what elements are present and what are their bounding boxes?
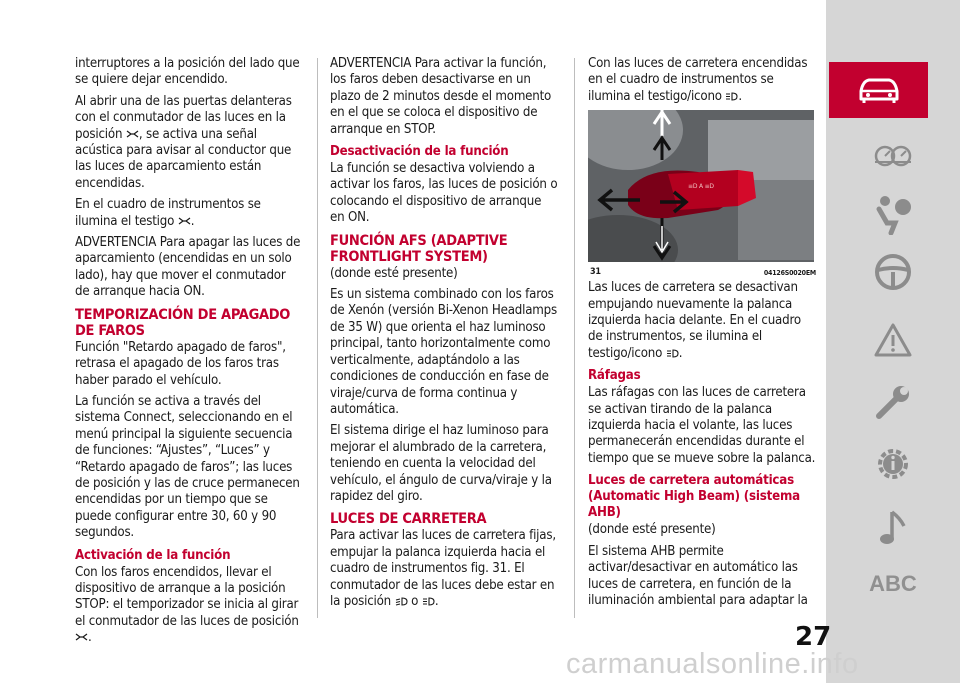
paragraph: El sistema AHB permite activar/desactivar en automático las luces de carretera, en función de la iluminación ambiental para adaptar la bbox=[588, 543, 808, 608]
paragraph: En el cuadro de instrumentos se ilumina el testigo . bbox=[75, 197, 261, 229]
paragraph: ADVERTENCIA Para activar la función, los faros deben desactivarse en un plazo de 2 minutos desde el momento en el que se coloca el dispositivo de arranque en STOP. bbox=[330, 56, 552, 137]
figure-code: 04126S0020EM bbox=[763, 269, 816, 278]
paragraph: Es un sistema combinado con los faros de Xenón (versión Bi-Xenon Headlamps de 35 W) que orienta el haz luminoso principal, tanto horizontalmente como verticalmente, adaptándolo a las condiciones de conducción en fase de viraje/curva de forma continua y automática. bbox=[330, 287, 557, 417]
text-column-2 bbox=[330, 56, 558, 615]
column-divider bbox=[317, 58, 318, 618]
high-beam-icon bbox=[666, 349, 679, 357]
paragraph: interruptores a la posición del lado que se quiere dejar encendido. bbox=[75, 56, 300, 88]
position-lights-icon bbox=[75, 633, 88, 641]
paragraph: Al abrir una de las puertas delanteras con el conmutador de las luces en la posición , se activa una señal acústica para avisar al conductor que las luces de aparcamiento están encendidas. bbox=[75, 93, 292, 191]
gear-info-icon[interactable] bbox=[826, 436, 960, 492]
paragraph: Las ráfagas con las luces de carretera se activan tirando de la palanca izquierda hacia el volante, las luces permanecerán encendidas durante el tiempo que se mueve sobre la palanca. bbox=[588, 385, 816, 466]
paragraph: Con los faros encendidos, llevar el dispositivo de arranque a la posición STOP: el temporizador se inicia al girar el conmutador de las luces de posición . bbox=[75, 564, 299, 646]
section-heading: TEMPORIZACIÓN DE APAGADO DE FAROS bbox=[75, 306, 291, 339]
subsection-heading: Luces de carretera automáticas (Automatic High Beam) (sistema AHB) bbox=[588, 473, 800, 521]
paragraph: Las luces de carretera se desactivan empujando nuevamente la palanca izquierda hacia delante. En el cuadro de instrumentos, se ilumina el testigo/icono . bbox=[588, 280, 801, 361]
figure-lever-photo bbox=[588, 110, 814, 262]
airbag-icon[interactable] bbox=[826, 186, 960, 242]
watermark: carmanualsonline.info bbox=[566, 648, 859, 680]
high-beam-icon bbox=[422, 597, 435, 605]
car-icon[interactable] bbox=[829, 62, 928, 118]
paragraph: Para activar las luces de carretera fijas, empujar la palanca izquierda hacia el cuadro de instrumentos fig. 31. El conmutador de las luces debe estar en la posición o . bbox=[330, 528, 556, 609]
page-number: 27 bbox=[795, 622, 832, 652]
high-beam-icon bbox=[725, 92, 738, 100]
paragraph: Función "Retardo apagado de faros", retrasa el apagado de los faros tras haber parado el vehículo. bbox=[75, 339, 286, 388]
low-beam-icon bbox=[395, 597, 408, 605]
subsection-heading: Desactivación de la función bbox=[330, 144, 509, 160]
position-lights-icon bbox=[178, 217, 191, 225]
figure-caption bbox=[588, 262, 816, 276]
abc-icon[interactable]: ABC bbox=[869, 571, 917, 596]
paragraph: (donde esté presente) bbox=[330, 265, 458, 281]
text-column-1 bbox=[75, 56, 303, 652]
paragraph: (donde esté presente) bbox=[588, 522, 716, 538]
paragraph: La función se activa a través del sistema Connect, seleccionando en el menú principal la siguiente secuencia de funciones: “Ajustes”, “Luces” y “Retardo apagado de faros”; las luces de posición y las de cruce permanecen encendidas por un tiempo que se puede configurar entre 30, 60 y 90 segundos. bbox=[75, 393, 300, 541]
subsection-heading: Activación de la función bbox=[75, 547, 231, 563]
column-divider bbox=[574, 58, 575, 618]
steering-wheel-icon[interactable] bbox=[826, 244, 960, 300]
section-heading: LUCES DE CARRETERA bbox=[330, 511, 487, 528]
paragraph: ADVERTENCIA Para apagar las luces de aparcamiento (encendidas en un solo lado), hay que mover el conmutador de arranque hacia ON. bbox=[75, 235, 301, 300]
dashboard-icon[interactable] bbox=[826, 128, 960, 184]
paragraph: El sistema dirige el haz luminoso para mejorar el alumbrado de la carretera, teniendo en cuenta la velocidad del vehículo, el ángulo de curva/viraje y la rapidez del giro. bbox=[330, 423, 552, 504]
section-heading: FUNCIÓN AFS (ADAPTIVE FRONTLIGHT SYSTEM) bbox=[330, 232, 508, 265]
paragraph: La función se desactiva volviendo a activar los faros, las luces de posición o colocando el dispositivo de arranque en ON. bbox=[330, 161, 558, 226]
music-note-icon[interactable] bbox=[826, 500, 960, 556]
paragraph: Con las luces de carretera encendidas en el cuadro de instrumentos se ilumina el testigo/icono . bbox=[588, 56, 808, 104]
text-column-3 bbox=[588, 56, 816, 614]
subsection-heading: Ráfagas bbox=[588, 368, 641, 384]
position-lights-icon bbox=[126, 130, 139, 138]
wrench-icon[interactable] bbox=[826, 374, 960, 430]
svg-text:≡D A ≡D: ≡D A ≡D bbox=[688, 183, 714, 191]
warning-triangle-icon[interactable] bbox=[826, 312, 960, 368]
figure-number: 31 bbox=[590, 267, 601, 278]
